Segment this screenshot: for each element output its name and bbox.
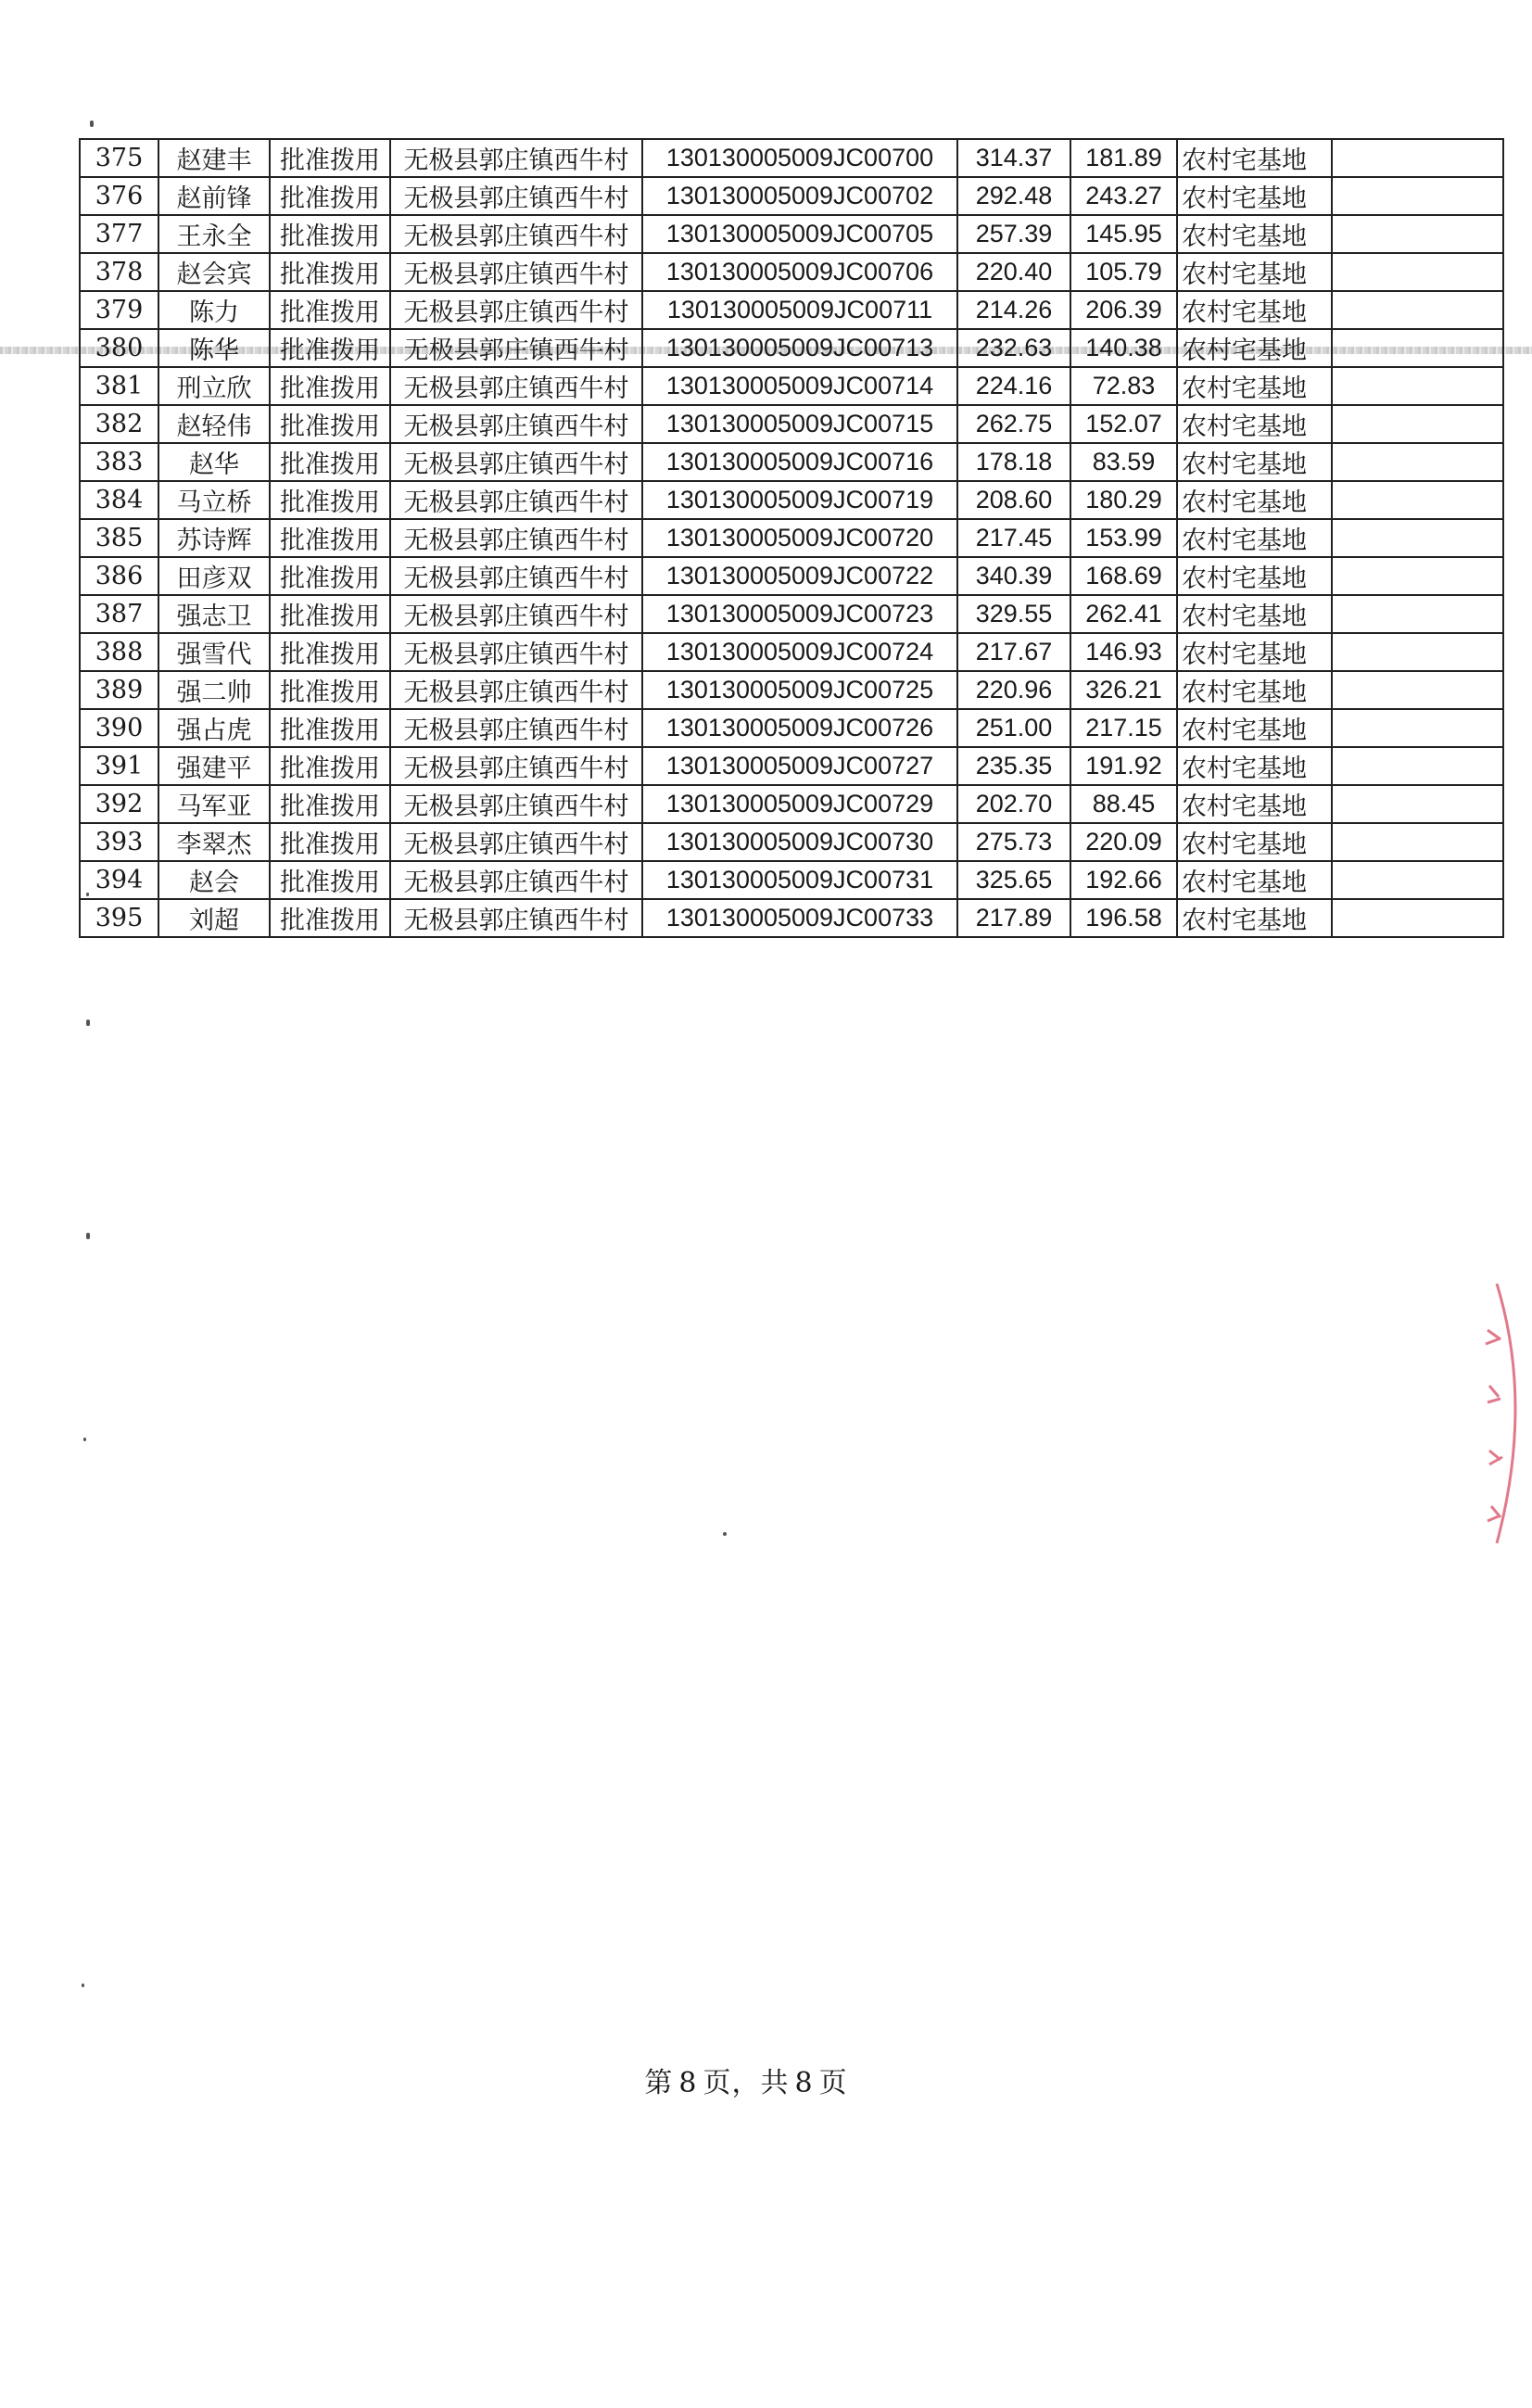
cell-area-1: 292.48 [957,177,1070,215]
cell-area-1: 314.37 [957,139,1070,177]
cell-remarks [1332,557,1503,595]
cell-area-1: 202.70 [957,785,1070,823]
cell-parcel-code: 130130005009JC00731 [642,861,957,899]
cell-owner-name: 赵华 [158,443,270,481]
cell-parcel-code: 130130005009JC00700 [642,139,957,177]
cell-parcel-code: 130130005009JC00722 [642,557,957,595]
cell-location: 无极县郭庄镇西牛村 [390,785,642,823]
cell-remarks [1332,291,1503,329]
table-row [80,747,1503,785]
cell-owner-name: 李翠杰 [158,823,270,861]
cell-area-2: 180.29 [1070,481,1177,519]
cell-approval-type: 批准拨用 [270,177,390,215]
table-row [80,177,1503,215]
cell-parcel-code: 130130005009JC00723 [642,595,957,633]
cell-parcel-code: 130130005009JC00730 [642,823,957,861]
table-row [80,861,1503,899]
cell-area-2: 217.15 [1070,709,1177,747]
cell-approval-type: 批准拨用 [270,215,390,253]
cell-remarks [1332,899,1503,937]
cell-approval-type: 批准拨用 [270,823,390,861]
cell-land-use: 农村宅基地 [1177,329,1332,367]
cell-location: 无极县郭庄镇西牛村 [390,671,642,709]
scan-speck [86,1020,90,1026]
cell-area-2: 140.38 [1070,329,1177,367]
cell-row-number: 381 [80,367,158,405]
page-footer [0,2059,1492,2100]
cell-area-1: 178.18 [957,443,1070,481]
cell-location: 无极县郭庄镇西牛村 [390,557,642,595]
cell-remarks [1332,215,1503,253]
cell-parcel-code: 130130005009JC00719 [642,481,957,519]
cell-approval-type: 批准拨用 [270,557,390,595]
cell-parcel-code: 130130005009JC00725 [642,671,957,709]
cell-land-use: 农村宅基地 [1177,747,1332,785]
cell-owner-name: 强占虎 [158,709,270,747]
footer-middle: 页，共 [703,2067,790,2099]
cell-owner-name: 强建平 [158,747,270,785]
cell-owner-name: 田彦双 [158,557,270,595]
cell-location: 无极县郭庄镇西牛村 [390,177,642,215]
red-seal-stamp-fragment [1469,1274,1532,1553]
cell-owner-name: 苏诗辉 [158,519,270,557]
cell-area-2: 196.58 [1070,899,1177,937]
cell-remarks [1332,177,1503,215]
cell-approval-type: 批准拨用 [270,139,390,177]
scan-speck [82,1983,84,1987]
cell-area-2: 326.21 [1070,671,1177,709]
cell-area-1: 208.60 [957,481,1070,519]
cell-area-2: 72.83 [1070,367,1177,405]
cell-row-number: 391 [80,747,158,785]
cell-remarks [1332,709,1503,747]
table-row [80,405,1503,443]
cell-row-number: 377 [80,215,158,253]
cell-area-1: 251.00 [957,709,1070,747]
cell-area-1: 329.55 [957,595,1070,633]
scan-speck [723,1532,727,1536]
cell-row-number: 376 [80,177,158,215]
table-row [80,291,1503,329]
cell-location: 无极县郭庄镇西牛村 [390,367,642,405]
cell-land-use: 农村宅基地 [1177,139,1332,177]
cell-land-use: 农村宅基地 [1177,823,1332,861]
cell-parcel-code: 130130005009JC00733 [642,899,957,937]
cell-owner-name: 马军亚 [158,785,270,823]
cell-parcel-code: 130130005009JC00727 [642,747,957,785]
cell-area-2: 153.99 [1070,519,1177,557]
cell-owner-name: 陈华 [158,329,270,367]
table-body [80,139,1503,937]
cell-area-2: 220.09 [1070,823,1177,861]
cell-approval-type: 批准拨用 [270,367,390,405]
cell-remarks [1332,253,1503,291]
cell-land-use: 农村宅基地 [1177,709,1332,747]
cell-row-number: 390 [80,709,158,747]
cell-location: 无极县郭庄镇西牛村 [390,481,642,519]
footer-total-pages: 8 [794,2067,814,2099]
cell-approval-type: 批准拨用 [270,747,390,785]
table-row [80,253,1503,291]
cell-location: 无极县郭庄镇西牛村 [390,253,642,291]
cell-land-use: 农村宅基地 [1177,861,1332,899]
cell-area-2: 168.69 [1070,557,1177,595]
table-row [80,557,1503,595]
cell-approval-type: 批准拨用 [270,709,390,747]
cell-remarks [1332,785,1503,823]
cell-remarks [1332,633,1503,671]
table-row [80,139,1503,177]
cell-row-number: 393 [80,823,158,861]
cell-owner-name: 赵会宾 [158,253,270,291]
cell-approval-type: 批准拨用 [270,291,390,329]
table-row [80,519,1503,557]
cell-location: 无极县郭庄镇西牛村 [390,291,642,329]
cell-parcel-code: 130130005009JC00706 [642,253,957,291]
cell-owner-name: 刑立欣 [158,367,270,405]
cell-owner-name: 强二帅 [158,671,270,709]
cell-row-number: 392 [80,785,158,823]
table-row [80,481,1503,519]
scan-speck [83,1438,86,1441]
cell-area-2: 88.45 [1070,785,1177,823]
cell-parcel-code: 130130005009JC00724 [642,633,957,671]
cell-remarks [1332,405,1503,443]
cell-remarks [1332,861,1503,899]
cell-approval-type: 批准拨用 [270,405,390,443]
cell-location: 无极县郭庄镇西牛村 [390,861,642,899]
cell-row-number: 386 [80,557,158,595]
table-row [80,785,1503,823]
cell-land-use: 农村宅基地 [1177,557,1332,595]
cell-location: 无极县郭庄镇西牛村 [390,823,642,861]
table-row [80,329,1503,367]
cell-remarks [1332,481,1503,519]
cell-remarks [1332,443,1503,481]
cell-location: 无极县郭庄镇西牛村 [390,595,642,633]
cell-owner-name: 刘超 [158,899,270,937]
cell-parcel-code: 130130005009JC00726 [642,709,957,747]
cell-approval-type: 批准拨用 [270,633,390,671]
cell-location: 无极县郭庄镇西牛村 [390,215,642,253]
cell-location: 无极县郭庄镇西牛村 [390,747,642,785]
cell-owner-name: 陈力 [158,291,270,329]
cell-area-1: 340.39 [957,557,1070,595]
cell-parcel-code: 130130005009JC00711 [642,291,957,329]
cell-approval-type: 批准拨用 [270,785,390,823]
cell-land-use: 农村宅基地 [1177,291,1332,329]
cell-location: 无极县郭庄镇西牛村 [390,139,642,177]
cell-owner-name: 王永全 [158,215,270,253]
cell-area-1: 217.89 [957,899,1070,937]
cell-owner-name: 赵建丰 [158,139,270,177]
cell-land-use: 农村宅基地 [1177,481,1332,519]
cell-land-use: 农村宅基地 [1177,443,1332,481]
cell-area-1: 224.16 [957,367,1070,405]
cell-approval-type: 批准拨用 [270,519,390,557]
land-records-table [79,138,1504,938]
cell-location: 无极县郭庄镇西牛村 [390,405,642,443]
table-row [80,443,1503,481]
cell-row-number: 382 [80,405,158,443]
cell-area-2: 83.59 [1070,443,1177,481]
cell-area-1: 325.65 [957,861,1070,899]
cell-row-number: 383 [80,443,158,481]
footer-suffix: 页 [818,2067,848,2099]
cell-land-use: 农村宅基地 [1177,177,1332,215]
cell-area-1: 220.96 [957,671,1070,709]
cell-area-1: 217.45 [957,519,1070,557]
cell-remarks [1332,595,1503,633]
cell-row-number: 384 [80,481,158,519]
scan-speck [86,1233,90,1239]
cell-owner-name: 强志卫 [158,595,270,633]
cell-land-use: 农村宅基地 [1177,785,1332,823]
cell-area-2: 145.95 [1070,215,1177,253]
table-row [80,595,1503,633]
cell-area-2: 192.66 [1070,861,1177,899]
cell-approval-type: 批准拨用 [270,481,390,519]
cell-location: 无极县郭庄镇西牛村 [390,709,642,747]
cell-row-number: 375 [80,139,158,177]
cell-area-2: 152.07 [1070,405,1177,443]
cell-parcel-code: 130130005009JC00715 [642,405,957,443]
cell-area-1: 232.63 [957,329,1070,367]
cell-remarks [1332,139,1503,177]
cell-row-number: 378 [80,253,158,291]
cell-area-2: 181.89 [1070,139,1177,177]
cell-land-use: 农村宅基地 [1177,633,1332,671]
cell-land-use: 农村宅基地 [1177,367,1332,405]
cell-area-2: 146.93 [1070,633,1177,671]
cell-area-2: 243.27 [1070,177,1177,215]
cell-remarks [1332,671,1503,709]
cell-area-2: 105.79 [1070,253,1177,291]
cell-approval-type: 批准拨用 [270,899,390,937]
cell-land-use: 农村宅基地 [1177,405,1332,443]
cell-remarks [1332,367,1503,405]
cell-approval-type: 批准拨用 [270,253,390,291]
cell-location: 无极县郭庄镇西牛村 [390,899,642,937]
cell-parcel-code: 130130005009JC00714 [642,367,957,405]
cell-row-number: 388 [80,633,158,671]
cell-row-number: 395 [80,899,158,937]
cell-parcel-code: 130130005009JC00702 [642,177,957,215]
cell-owner-name: 赵前锋 [158,177,270,215]
cell-area-2: 191.92 [1070,747,1177,785]
cell-approval-type: 批准拨用 [270,443,390,481]
cell-area-1: 217.67 [957,633,1070,671]
cell-area-1: 214.26 [957,291,1070,329]
cell-approval-type: 批准拨用 [270,329,390,367]
cell-approval-type: 批准拨用 [270,861,390,899]
cell-parcel-code: 130130005009JC00713 [642,329,957,367]
scan-speck [90,120,94,127]
table-row [80,823,1503,861]
cell-area-1: 235.35 [957,747,1070,785]
cell-owner-name: 马立桥 [158,481,270,519]
cell-approval-type: 批准拨用 [270,671,390,709]
cell-parcel-code: 130130005009JC00729 [642,785,957,823]
cell-area-1: 257.39 [957,215,1070,253]
table-row [80,709,1503,747]
cell-area-2: 262.41 [1070,595,1177,633]
cell-parcel-code: 130130005009JC00720 [642,519,957,557]
cell-remarks [1332,747,1503,785]
cell-remarks [1332,823,1503,861]
cell-parcel-code: 130130005009JC00705 [642,215,957,253]
cell-owner-name: 强雪代 [158,633,270,671]
cell-owner-name: 赵轻伟 [158,405,270,443]
cell-row-number: 379 [80,291,158,329]
cell-area-1: 275.73 [957,823,1070,861]
table-row [80,633,1503,671]
cell-row-number: 385 [80,519,158,557]
scan-speck [86,893,89,896]
footer-page-number: 8 [678,2067,698,2099]
cell-remarks [1332,519,1503,557]
cell-remarks [1332,329,1503,367]
cell-location: 无极县郭庄镇西牛村 [390,519,642,557]
cell-land-use: 农村宅基地 [1177,215,1332,253]
cell-row-number: 387 [80,595,158,633]
cell-land-use: 农村宅基地 [1177,519,1332,557]
cell-row-number: 389 [80,671,158,709]
cell-land-use: 农村宅基地 [1177,671,1332,709]
cell-location: 无极县郭庄镇西牛村 [390,633,642,671]
table-row [80,367,1503,405]
table-row [80,899,1503,937]
cell-location: 无极县郭庄镇西牛村 [390,443,642,481]
cell-land-use: 农村宅基地 [1177,899,1332,937]
cell-row-number: 394 [80,861,158,899]
cell-land-use: 农村宅基地 [1177,595,1332,633]
table-row [80,671,1503,709]
table-row [80,215,1503,253]
cell-owner-name: 赵会 [158,861,270,899]
cell-land-use: 农村宅基地 [1177,253,1332,291]
cell-area-2: 206.39 [1070,291,1177,329]
cell-row-number: 380 [80,329,158,367]
cell-area-1: 262.75 [957,405,1070,443]
footer-prefix: 第 [644,2067,674,2099]
cell-area-1: 220.40 [957,253,1070,291]
cell-parcel-code: 130130005009JC00716 [642,443,957,481]
cell-approval-type: 批准拨用 [270,595,390,633]
cell-location: 无极县郭庄镇西牛村 [390,329,642,367]
